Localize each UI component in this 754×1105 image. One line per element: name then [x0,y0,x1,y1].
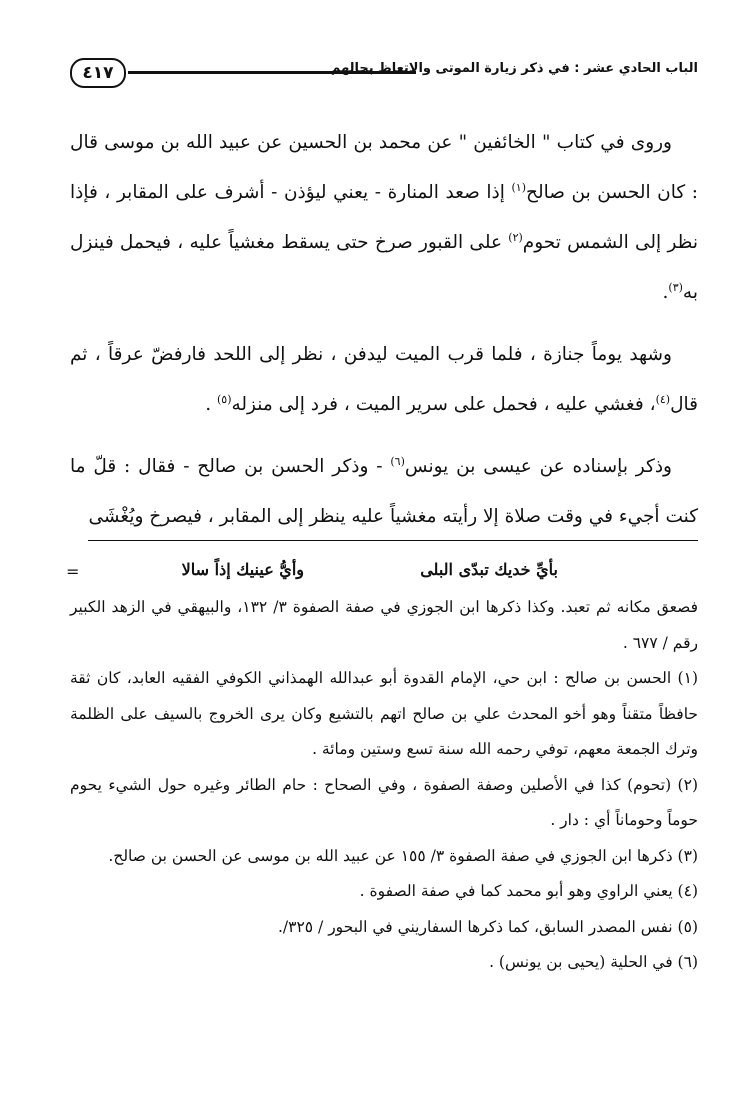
text-run: - وذكر الحسن بن صالح - فقال : قلّ ما كنت أجيء في وقت صلاة إلا رأيته مغشياً عليه ينظر إلى المقابر ، فيصرخ ويُغْشَى [70,456,698,527]
footnote-ref-4: (٤) [655,392,671,406]
footnote-3: (٣) ذكرها ابن الجوزي في صفة الصفوة ٣/ ١٥٥ عن عبيد الله بن موسى عن الحسن بن صالح. [108,846,698,865]
text-run: على القبور صرخ حتى يسقط مغشياً عليه ، فيحمل فينزل به [70,232,698,303]
text-run: وروى في كتاب " الخائفين " عن محمد بن الحسين عن عبيد الله بن موسى قال : كان الحسن بن صالح [70,132,699,203]
paragraph-1 [70,118,698,318]
text-run: . [205,394,217,415]
footnote-ref-6: (٦) [390,454,405,468]
verse-line [66,550,698,590]
footnotes [66,550,698,981]
paragraph-2 [70,330,698,430]
footnote-ref-3: (٣) [668,280,683,294]
footnote-ref-5: (٥) [216,392,232,406]
footnote-carry-over: فصعق مكانه ثم تعبد. وكذا ذكرها ابن الجوزي في صفة الصفوة ٣/ ١٣٢، والبيهقي في الزهد الكبير رقم / ٦٧٧ . [70,598,698,652]
main-text [70,118,698,554]
footnote-1: (١) الحسن بن صالح : ابن حي، الإمام القدوة أبو عبدالله الهمذاني الكوفي الفقيه العابد، كان ثقة حافظاً متقناً وهو أخو المحدث علي بن صالح اتهم بالتشيع وكان يرى الخروج بالسيف على الظلمة وترك الجمعة معهم، توفي رحمه الله سنة تسع وستين ومائة . [70,669,698,758]
footnote-separator [88,540,698,541]
running-head: الباب الحادي عشر : في ذكر زيارة الموتى والاتعاظ بحالهم [330,61,698,76]
text-run: وشهد يوماً جنازة ، فلما قرب الميت ليدفن ، نظر إلى اللحد فارفضّ عرقاً ، ثم قال [70,344,698,415]
text-run: وذكر بإسناده عن عيسى بن يونس [404,456,672,477]
text-run: . [662,282,669,303]
footnote-2: (٢) (تحوم) كذا في الأصلين وصفة الصفوة ، وفي الصحاح : حام الطائر وغيره حول الشيء يحوم حوماً وحوماناً أي : دار . [70,775,698,829]
continuation-mark: = [66,562,80,581]
footnote-6: (٦) في الحلية (يحيى بن يونس) . [489,953,698,971]
header-rule [128,71,416,74]
footnote-4: (٤) يعني الراوي وهو أبو محمد كما في صفة الصفوة . [359,882,698,900]
page-header [70,58,698,88]
page-number: ٤١٧ [70,58,126,88]
footnote-ref-2: (٢) [508,230,523,244]
verse-hemistich-1: بأيِّ خديك تبدّى البلى [420,560,558,579]
paragraph-3 [70,442,698,542]
footnote-5: (٥) نفس المصدر السابق، كما ذكرها السفاريني في البحور / ٣٢٥/. [277,917,698,936]
text-run: إذا صعد المنارة - يعني ليؤذن - أشرف على المقابر ، فإذا نظر إلى الشمس تحوم [70,182,698,253]
verse-hemistich-2: وأيُّ عينيك إذاً سالا [181,560,304,579]
text-run: ، فغشي عليه ، فحمل على سرير الميت ، فرد إلى منزله [231,394,656,415]
footnote-ref-1: (١) [511,180,526,194]
